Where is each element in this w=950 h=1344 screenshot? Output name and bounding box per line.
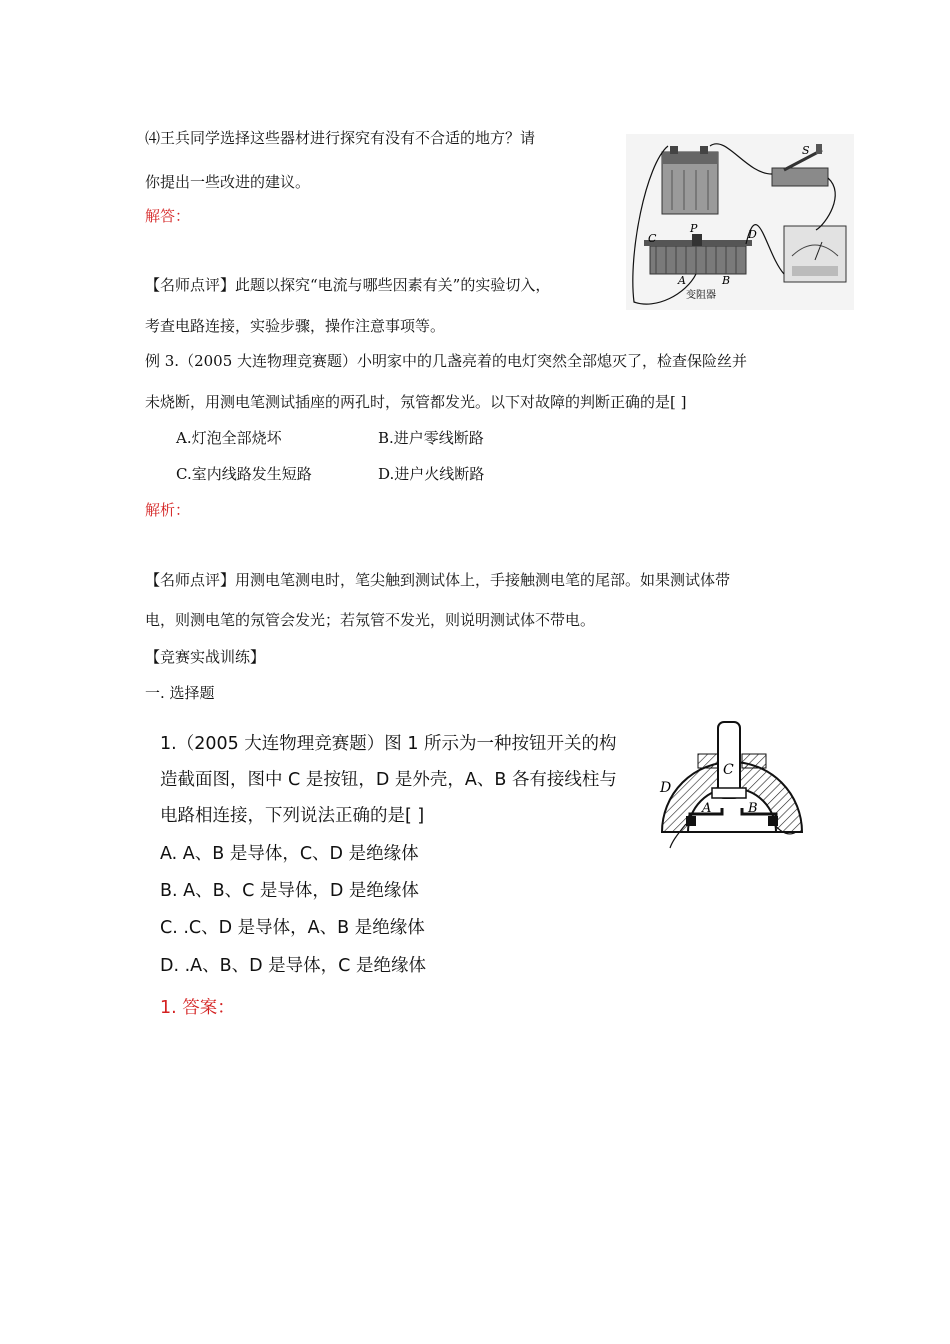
q1-option-a: A. A、B 是导体，C、D 是绝缘体: [160, 844, 419, 864]
example3-option-b: B.进户零线断路: [378, 429, 484, 447]
rheostat-caption: 变阻器: [686, 290, 716, 301]
example3-line1: 例 3.（2005 大连物理竞赛题）小明家中的几盏亮着的电灯突然全部熄灭了，检查保险丝并: [145, 352, 748, 370]
q4-answer-label: 解答：: [145, 207, 191, 225]
switch-figure: [656, 712, 808, 850]
circuit-figure: [626, 134, 854, 310]
battery-icon: [662, 146, 718, 214]
example3-option-c: C.室内线路发生短路: [176, 465, 312, 483]
q1-option-d: D. .A、B、D 是导体，C 是绝缘体: [160, 956, 426, 976]
q4-comment-line1: 【名师点评】此题以探究“电流与哪些因素有关”的实验切入，: [145, 276, 551, 294]
example3-comment-line1: 【名师点评】用测电笔测电时，笔尖触到测试体上，手接触测电笔的尾部。如果测试体带: [145, 571, 731, 589]
example3-analysis-label: 解析：: [145, 501, 191, 519]
button-shape: [718, 722, 740, 798]
switch-label-B: B: [748, 801, 758, 816]
label-A: A: [678, 274, 686, 287]
example3-option-a: A.灯泡全部烧坏: [176, 429, 282, 447]
q1-line1: 1.（2005 大连物理竞赛题）图 1 所示为一种按钮开关的构: [160, 734, 617, 754]
switch-label-A: A: [702, 801, 712, 816]
ammeter-icon: [784, 226, 846, 282]
label-B: B: [722, 274, 731, 287]
q1-option-c: C. .C、D 是导体，A、B 是绝缘体: [160, 918, 425, 938]
q4-line2: 你提出一些改进的建议。: [145, 173, 311, 191]
label-S: S: [802, 144, 810, 157]
example3-line2: 未烧断，用测电笔测试插座的两孔时，氖管都发光。以下对故障的判断正确的是[ ]: [145, 393, 687, 411]
training-heading: 【竞赛实战训练】: [145, 648, 266, 666]
label-D: D: [748, 228, 757, 241]
switch-label-C: C: [723, 762, 734, 778]
q1-option-b: B. A、B、C 是导体，D 是绝缘体: [160, 881, 419, 901]
example3-option-d: D.进户火线断路: [378, 465, 485, 483]
q4-line1: ⑷王兵同学选择这些器材进行探究有没有不合适的地方？请: [145, 129, 536, 147]
q4-comment-line2: 考查电路连接，实验步骤，操作注意事项等。: [145, 317, 446, 335]
q1-line2: 造截面图，图中 C 是按钮，D 是外壳，A、B 各有接线柱与: [160, 770, 617, 790]
switch-label-D: D: [660, 780, 672, 796]
section-heading: 一. 选择题: [145, 684, 215, 702]
example3-comment-line2: 电，则测电笔的氖管会发光；若氖管不发光，则说明测试体不带电。: [145, 611, 596, 629]
q1-line3: 电路相连接，下列说法正确的是[ ]: [160, 806, 425, 826]
label-C: C: [648, 232, 657, 245]
label-P: P: [690, 222, 698, 235]
q1-answer-label: 1. 答案：: [160, 998, 235, 1018]
rheostat-icon: [644, 234, 752, 274]
